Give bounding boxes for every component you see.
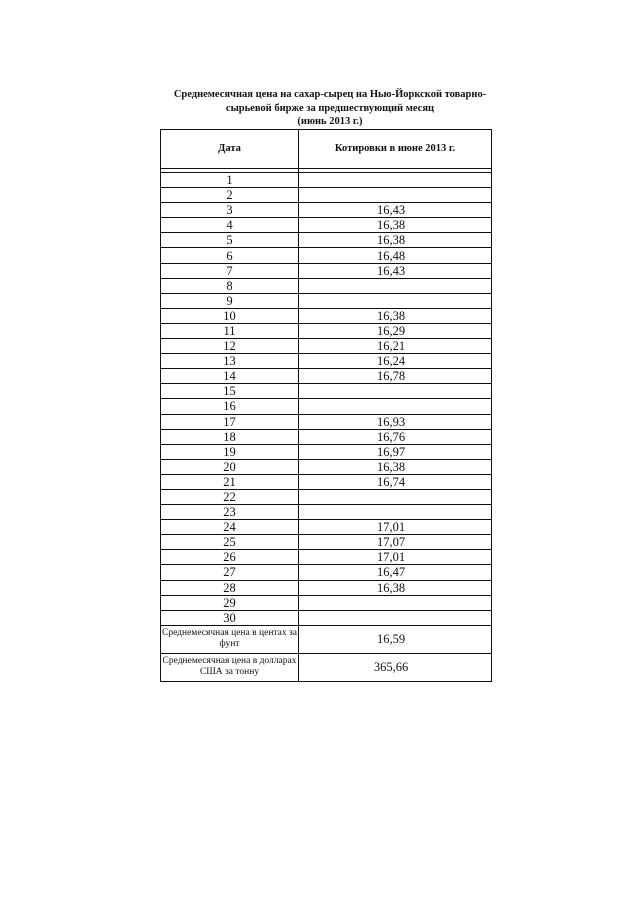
quote-cell — [299, 489, 492, 504]
summary-value: 365,66 — [299, 653, 492, 681]
quotes-table — [160, 129, 492, 682]
quote-cell — [299, 610, 492, 625]
table-body — [161, 169, 492, 682]
quote-cell — [299, 384, 492, 399]
quote-cell: 16,38 — [299, 580, 492, 595]
title-line-3: (июнь 2013 г.) — [297, 116, 363, 127]
day-cell: 8 — [161, 278, 299, 293]
table-row — [161, 444, 492, 459]
day-cell: 10 — [161, 308, 299, 323]
quote-cell: 17,01 — [299, 550, 492, 565]
quote-cell: 16,43 — [299, 203, 492, 218]
table-row — [161, 248, 492, 263]
summary-value: 16,59 — [299, 625, 492, 653]
table-row — [161, 188, 492, 203]
summary-row — [161, 625, 492, 653]
table-row — [161, 474, 492, 489]
quote-cell — [299, 278, 492, 293]
quote-cell — [299, 293, 492, 308]
table-row — [161, 293, 492, 308]
day-cell: 24 — [161, 520, 299, 535]
day-cell: 27 — [161, 565, 299, 580]
quote-cell: 16,43 — [299, 263, 492, 278]
day-cell: 25 — [161, 535, 299, 550]
table-row — [161, 414, 492, 429]
day-cell: 7 — [161, 263, 299, 278]
day-cell: 20 — [161, 459, 299, 474]
table-row — [161, 550, 492, 565]
day-cell: 4 — [161, 218, 299, 233]
header-quotes: Котировки в июне 2013 г. — [299, 130, 492, 169]
table-row — [161, 520, 492, 535]
quote-cell: 16,78 — [299, 369, 492, 384]
quote-cell: 16,76 — [299, 429, 492, 444]
table-row — [161, 595, 492, 610]
quote-cell: 16,47 — [299, 565, 492, 580]
quote-cell: 16,48 — [299, 248, 492, 263]
quote-cell: 16,93 — [299, 414, 492, 429]
table-row — [161, 565, 492, 580]
header-date: Дата — [161, 130, 299, 169]
quote-cell: 16,24 — [299, 354, 492, 369]
quote-cell: 16,38 — [299, 308, 492, 323]
table-row — [161, 610, 492, 625]
table-row — [161, 429, 492, 444]
table-row — [161, 489, 492, 504]
day-cell: 26 — [161, 550, 299, 565]
table-row — [161, 580, 492, 595]
summary-label: Среднемесячная цена в центах за фунт — [161, 625, 299, 653]
day-cell: 17 — [161, 414, 299, 429]
quote-cell — [299, 399, 492, 414]
day-cell: 16 — [161, 399, 299, 414]
day-cell: 22 — [161, 489, 299, 504]
title-line-2: сырьевой бирже за предшествующий месяц — [225, 102, 435, 114]
quote-cell: 16,21 — [299, 339, 492, 354]
table-row — [161, 203, 492, 218]
table-row — [161, 459, 492, 474]
day-cell: 5 — [161, 233, 299, 248]
table-row — [161, 505, 492, 520]
quote-cell: 16,38 — [299, 218, 492, 233]
table-row — [161, 399, 492, 414]
table-row — [161, 369, 492, 384]
table-row — [161, 323, 492, 338]
quote-cell: 16,74 — [299, 474, 492, 489]
table-row — [161, 384, 492, 399]
quote-cell — [299, 595, 492, 610]
day-cell: 14 — [161, 369, 299, 384]
day-cell: 3 — [161, 203, 299, 218]
quote-cell: 16,97 — [299, 444, 492, 459]
day-cell: 2 — [161, 188, 299, 203]
day-cell: 12 — [161, 339, 299, 354]
quote-cell — [299, 188, 492, 203]
table-row — [161, 535, 492, 550]
table-header-row — [161, 130, 492, 169]
quote-cell: 17,07 — [299, 535, 492, 550]
summary-label: Среднемесячная цена в долларах США за тонну — [161, 653, 299, 681]
day-cell: 23 — [161, 505, 299, 520]
day-cell: 28 — [161, 580, 299, 595]
summary-row — [161, 653, 492, 681]
day-cell: 9 — [161, 293, 299, 308]
table-row — [161, 173, 492, 188]
table-row — [161, 339, 492, 354]
table-row — [161, 278, 492, 293]
document-title — [140, 88, 520, 129]
quote-cell: 16,38 — [299, 459, 492, 474]
day-cell: 29 — [161, 595, 299, 610]
day-cell: 18 — [161, 429, 299, 444]
table-row — [161, 233, 492, 248]
quote-cell — [299, 173, 492, 188]
title-line-1: Среднемесячная цена на сахар-сырец на Нью-Йоркской товарно- — [173, 89, 487, 100]
day-cell: 11 — [161, 323, 299, 338]
quote-cell: 16,38 — [299, 233, 492, 248]
quote-cell: 16,29 — [299, 323, 492, 338]
table-row — [161, 354, 492, 369]
table-row — [161, 308, 492, 323]
day-cell: 19 — [161, 444, 299, 459]
day-cell: 30 — [161, 610, 299, 625]
day-cell: 13 — [161, 354, 299, 369]
day-cell: 1 — [161, 173, 299, 188]
day-cell: 6 — [161, 248, 299, 263]
day-cell: 21 — [161, 474, 299, 489]
day-cell: 15 — [161, 384, 299, 399]
quote-cell: 17,01 — [299, 520, 492, 535]
quote-cell — [299, 505, 492, 520]
table-row — [161, 218, 492, 233]
table-row — [161, 263, 492, 278]
